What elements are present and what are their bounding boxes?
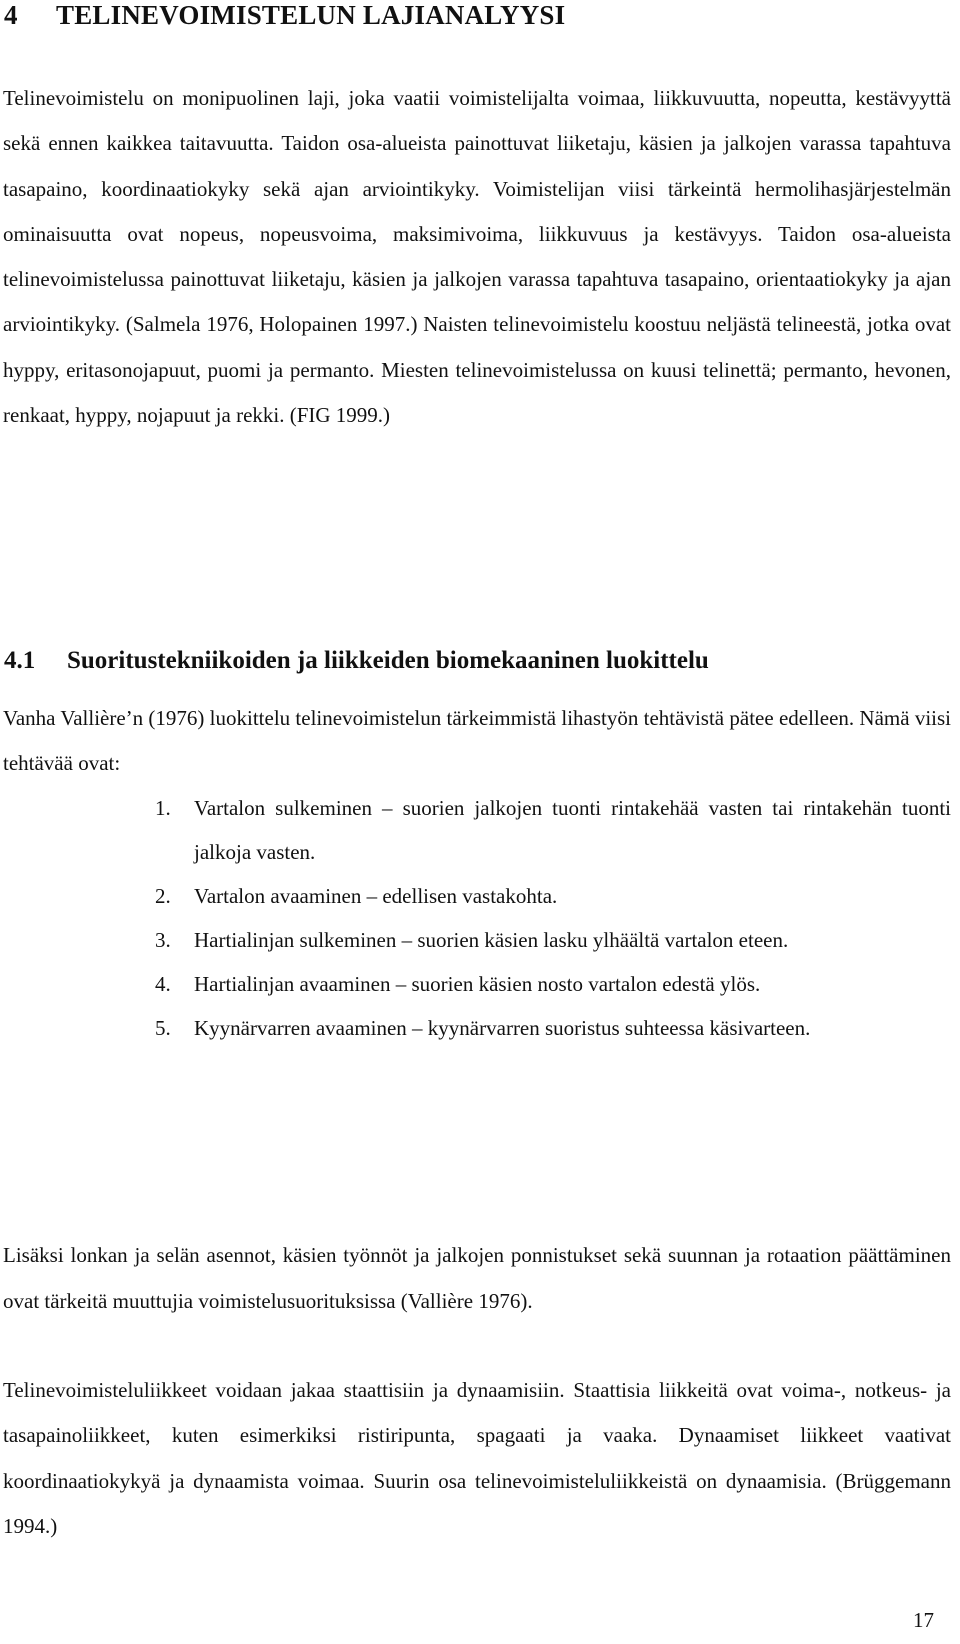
list-item — [155, 918, 951, 962]
task-list — [155, 786, 951, 1050]
paragraph-movements: Telinevoimisteluliikkeet voidaan jakaa staattisiin ja dynaamisiin. Staattisia liikkeitä ovat voima-, notkeus- ja tasapainoliikkeet, kuten esimerkiksi ristiripunta, spagaati ja vaaka. Dynaamiset liikkeet vaativat koordinaatiokykyä ja dynaamista voimaa. Suurin osa telinevoimisteluliikkeistä on dynaamisia. (Brüggemann 1994.) — [3, 1378, 951, 1538]
list-item — [155, 874, 951, 918]
list-item-number: 1. — [155, 796, 171, 820]
list-item-text: Vartalon sulkeminen – suorien jalkojen tuonti rintakehää vasten tai rintakehän tuonti jalkoja vasten. — [194, 796, 951, 864]
list-item-text: Hartialinjan avaaminen – suorien käsien nosto vartalon edestä ylös. — [194, 972, 761, 996]
list-item-number: 2. — [155, 884, 171, 908]
list-item-text: Kyynärvarren avaaminen – kyynärvarren suoristus suhteessa käsivarteen. — [194, 1016, 811, 1040]
paragraph-intro: Telinevoimistelu on monipuolinen laji, joka vaatii voimistelijalta voimaa, liikkuvuutta, nopeutta, kestävyyttä sekä ennen kaikkea taitavuutta. Taidon osa-alueista painottuvat liiketaju, käsien ja jalkojen varassa tapahtuva tasapaino, koordinaatiokyky sekä ajan arviointikyky. Voimistelijan viisi tärkeintä hermolihasjärjestelmän ominaisuutta ovat nopeus, nopeusvoima, maksimivoima, liikkuvuus ja kestävyys. Taidon osa-alueista telinevoimistelussa painottuvat liiketaju, käsien ja jalkojen varassa tapahtuva tasapaino, orientaatiokyky ja ajan arviointikyky. (Salmela 1976, Holopainen 1997.) Naisten telinevoimistelu koostuu neljästä telineestä, jotka ovat hyppy, eritasonojapuut, puomi ja permanto. Miesten telinevoimistelussa on kuusi telinettä; permanto, hevonen, renkaat, hyppy, nojapuut ja rekki. (FIG 1999.) — [3, 86, 951, 428]
list-item — [155, 786, 951, 874]
paragraph-classification: Vanha Vallière’n (1976) luokittelu telinevoimistelun tärkeimmistä lihastyön tehtävistä pätee edelleen. Nämä viisi tehtävää ovat: — [3, 706, 951, 776]
paragraph-variables: Lisäksi lonkan ja selän asennot, käsien työnnöt ja jalkojen ponnistukset sekä suunnan ja rotaation päättäminen ovat tärkeitä muuttujia voimistelusuorituksissa (Vallière 1976). — [3, 1243, 951, 1313]
page-number: 17 — [913, 1608, 934, 1632]
chapter-title: TELINEVOIMISTELUN LAJIANALYYSI — [56, 0, 566, 30]
list-item — [155, 1006, 951, 1050]
section-title: Suoritustekniikoiden ja liikkeiden biomekaaninen luokittelu — [67, 647, 709, 674]
list-item — [155, 962, 951, 1006]
section-heading — [4, 646, 944, 676]
chapter-number: 4 — [4, 0, 18, 30]
section-number: 4.1 — [4, 647, 36, 674]
list-item-number: 5. — [155, 1016, 171, 1040]
list-item-number: 4. — [155, 972, 171, 996]
list-item-text: Vartalon avaaminen – edellisen vastakohta. — [194, 884, 558, 908]
list-item-text: Hartialinjan sulkeminen – suorien käsien lasku ylhäältä vartalon eteen. — [194, 928, 789, 952]
list-item-number: 3. — [155, 928, 171, 952]
chapter-heading — [4, 0, 944, 30]
